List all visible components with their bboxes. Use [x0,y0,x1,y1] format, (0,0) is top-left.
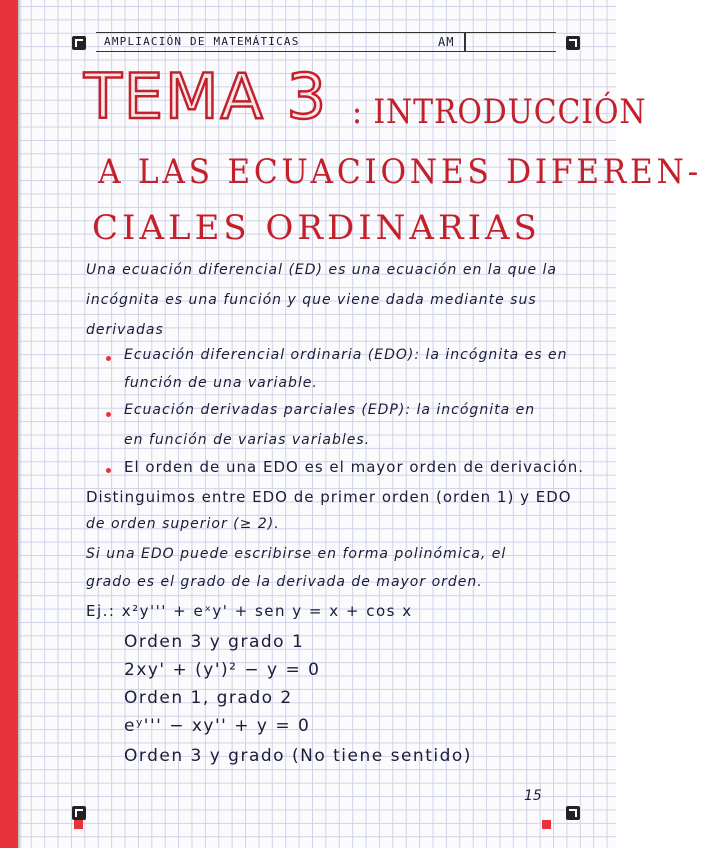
title-main: TEMA 3 [84,60,329,133]
example-2-result: Orden 1, grado 2 [124,688,293,708]
title-line-2: A LAS ECUACIONES DIFEREN- [98,152,702,192]
corner-mark-bottom-right-icon [566,806,580,820]
bullet-2-line-2: en función de varias variables. [124,432,371,448]
bullet-3 [106,468,111,473]
definition-line-2: incógnita es una función y que viene dada mediante sus [86,292,537,308]
red-square-bottom-right [542,820,551,829]
header-initials: AM [438,35,455,49]
example-1-result: Orden 3 y grado 1 [124,632,305,652]
distinction-line-1: Distinguimos entre EDO de primer orden (orden 1) y EDO [86,488,572,506]
degree-line-1: Si una EDO puede escribirse en forma polinómica, el [86,546,507,562]
bullet-2-line-1: Ecuación derivadas parciales (EDP): la incógnita en [124,402,536,418]
example-3-result: Orden 3 y grado (No tiene sentido) [124,746,472,766]
example-equation-1: Ej.: x²y''' + eˣy' + sen y = x + cos x [86,602,413,620]
title-line-3: CIALES ORDINARIAS [92,208,541,248]
corner-mark-bottom-left-icon [72,806,86,820]
corner-mark-top-right-icon [566,36,580,50]
red-square-bottom-left [74,820,83,829]
bullet-1 [106,356,111,361]
definition-line-3: derivadas [86,322,164,338]
title-rest: : INTRODUCCIÓN [352,92,647,132]
page-left-red-bar [0,0,18,848]
bullet-1-line-1: Ecuación diferencial ordinaria (EDO): la incógnita es en [124,347,568,363]
distinction-line-2: de orden superior (≥ 2). [86,516,280,532]
page-left-shadow [18,0,22,848]
bullet-1-line-2: función de una variable. [124,375,318,391]
header-subject: AMPLIACIÓN DE MATEMÁTICAS [104,35,300,48]
definition-line-1: Una ecuación diferencial (ED) es una ecuación en la que la [86,262,557,278]
bullet-2 [106,412,111,417]
example-equation-3: eʸ''' − xy'' + y = 0 [124,716,311,736]
degree-line-2: grado es el grado de la derivada de mayor orden. [86,574,483,590]
example-equation-2: 2xy' + (y')² − y = 0 [124,660,321,680]
page-number: 15 [524,788,542,804]
corner-mark-top-left-icon [72,36,86,50]
bullet-3-line-1: El orden de una EDO es el mayor orden de derivación. [124,458,585,476]
